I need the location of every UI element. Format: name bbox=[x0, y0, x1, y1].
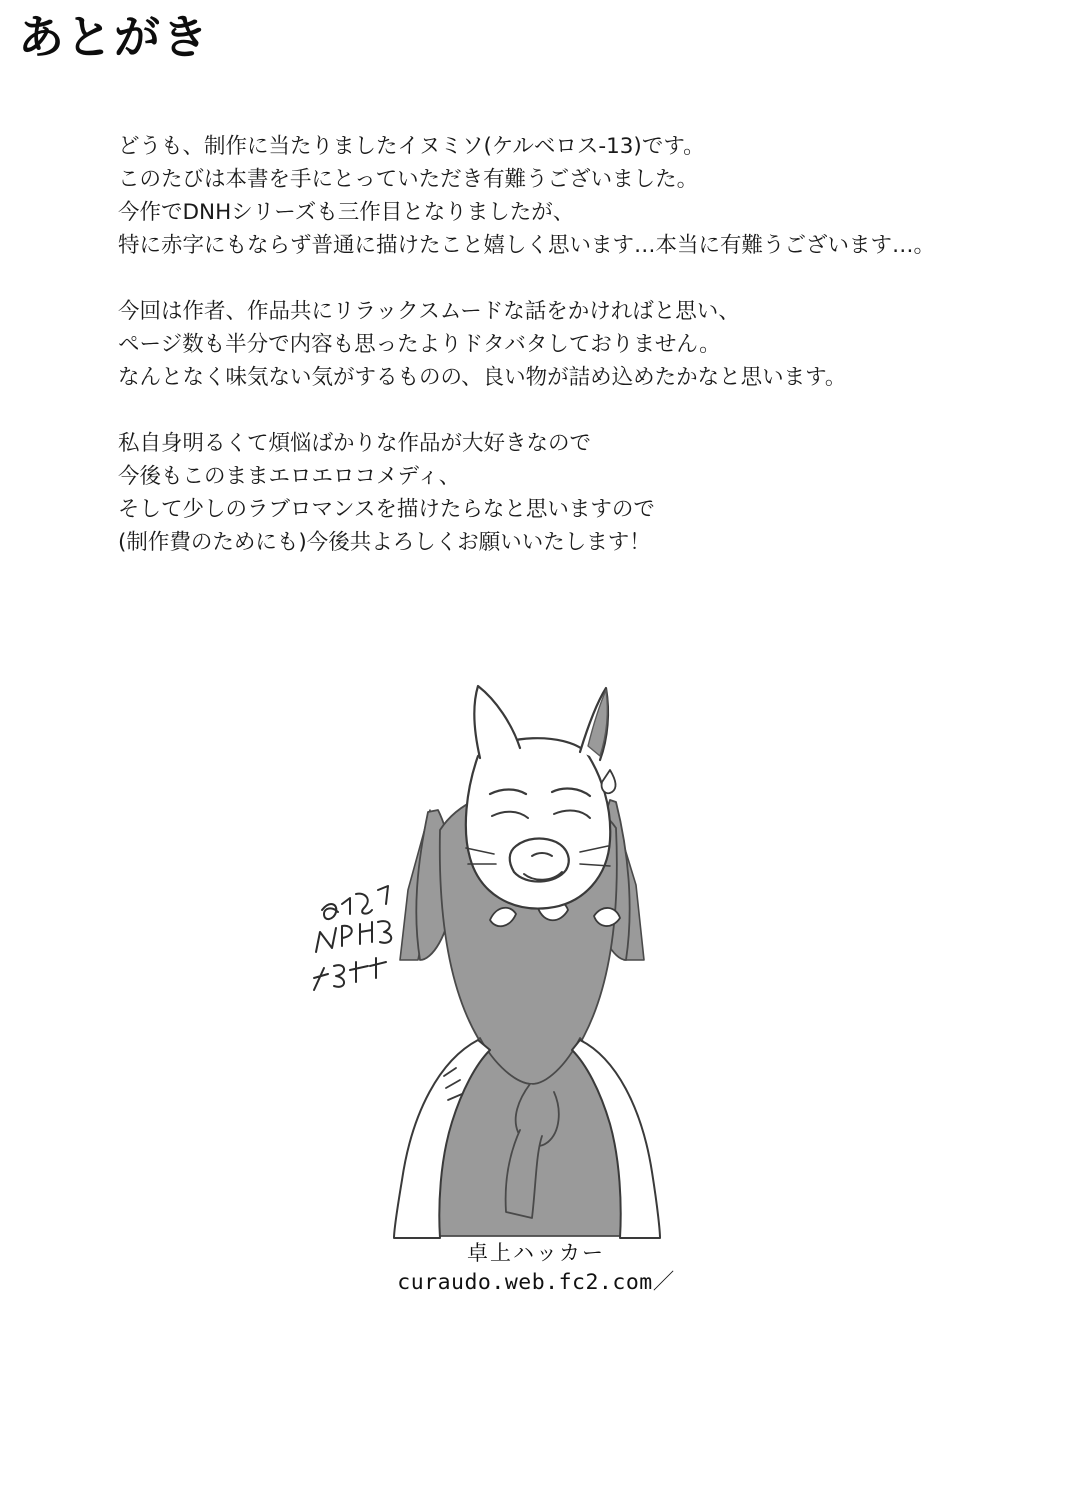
body-line: (制作費のためにも)今後共よろしくお願いいたします！ bbox=[118, 530, 651, 555]
body-line: 今後もこのままエロエロコメディ、 bbox=[118, 464, 461, 489]
website-url: curaudo.web.fc2.com／ bbox=[397, 1270, 675, 1295]
body-line: ページ数も半分で内容も思ったよりドタバタしておりません。 bbox=[118, 332, 721, 357]
body-line: なんとなく味気ない気がするものの、良い物が詰め込めたかなと思います。 bbox=[118, 365, 847, 390]
character-sketch-illustration bbox=[280, 660, 760, 1240]
page-title: あとがき bbox=[18, 10, 210, 64]
body-line: そして少しのラブロマンスを描けたらなと思いますので bbox=[118, 497, 655, 522]
afterword-body bbox=[118, 130, 958, 559]
body-line: 今回は作者、作品共にリラックスムードな話をかければと思い、 bbox=[118, 299, 740, 324]
body-line: 特に赤字にもならず普通に描けたこと嬉しく思います…本当に有難うございます…。 bbox=[118, 233, 936, 258]
body-line: どうも、制作に当たりましたイヌミソ(ケルベロス-13)です。 bbox=[118, 134, 705, 159]
body-line: このたびは本書を手にとっていただき有難うございました。 bbox=[118, 167, 699, 192]
paragraph-2 bbox=[118, 295, 958, 394]
body-line: 今作でDNHシリーズも三作目となりましたが、 bbox=[118, 200, 575, 225]
circle-name: 卓上ハッカー bbox=[467, 1241, 605, 1265]
paragraph-3 bbox=[118, 427, 958, 559]
body-line: 私自身明るくて煩悩ばかりな作品が大好きなので bbox=[118, 431, 592, 456]
paragraph-1 bbox=[118, 130, 958, 262]
credit-block bbox=[0, 1238, 1072, 1298]
